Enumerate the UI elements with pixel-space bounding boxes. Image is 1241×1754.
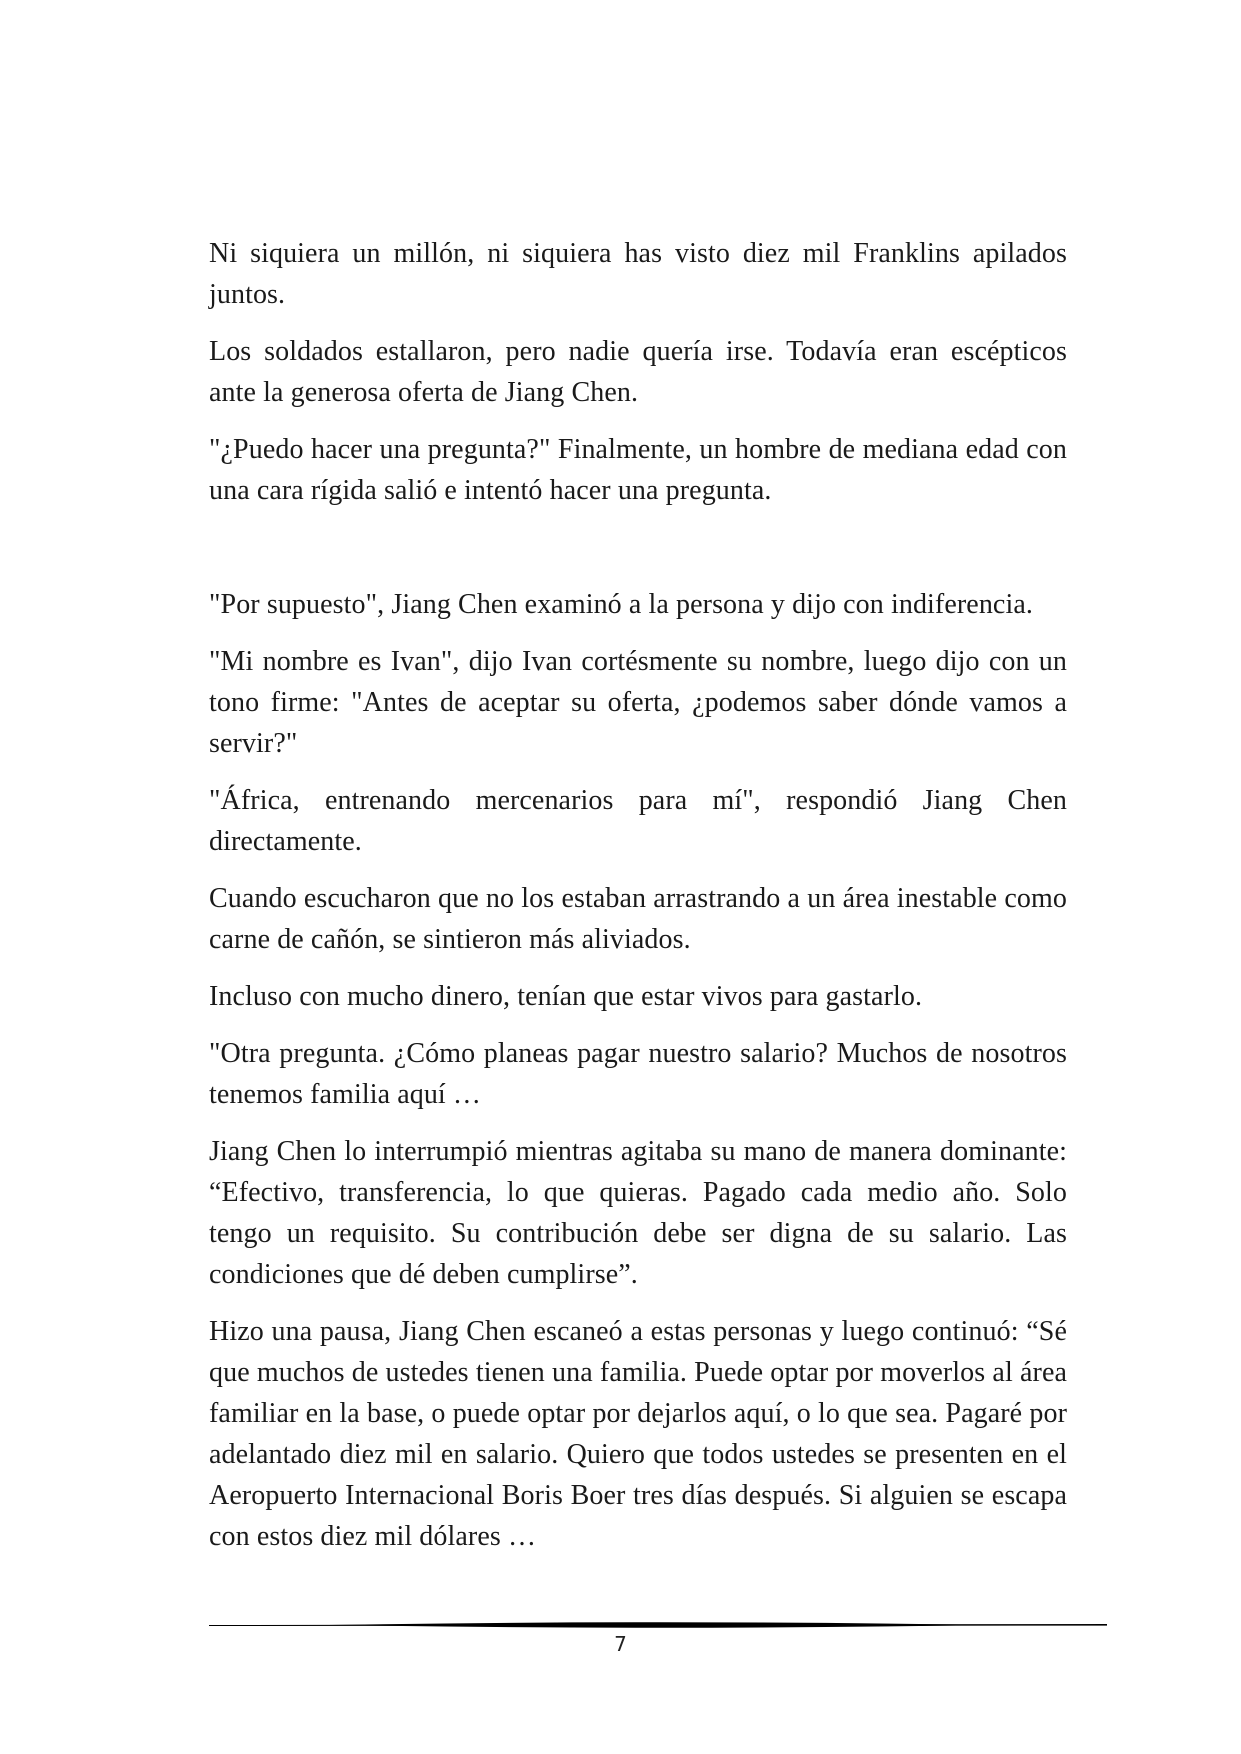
paragraph: "África, entrenando mercenarios para mí", respondió Jiang Chen directamente. <box>209 785 1067 857</box>
paragraph: "¿Puedo hacer una pregunta?" Finalmente, un hombre de mediana edad con una cara rígida salió e intentó hacer una pregunta. <box>209 434 1067 506</box>
body-text <box>209 233 1067 1573</box>
paragraph: "Por supuesto", Jiang Chen examinó a la persona y dijo con indiferencia. <box>209 589 1033 620</box>
page-number: 7 <box>614 1632 627 1656</box>
paragraph: Cuando escucharon que no los estaban arrastrando a un área inestable como carne de cañón, se sintieron más aliviados. <box>209 883 1067 955</box>
paragraph: "Mi nombre es Ivan", dijo Ivan cortésmente su nombre, luego dijo con un tono firme: "Antes de aceptar su oferta, ¿podemos saber dónde vamos a servir?" <box>209 646 1067 759</box>
paragraph: Los soldados estallaron, pero nadie quería irse. Todavía eran escépticos ante la generosa oferta de Jiang Chen. <box>209 336 1067 408</box>
paragraph: Ni siquiera un millón, ni siquiera has visto diez mil Franklins apilados juntos. <box>209 238 1067 310</box>
paragraph: Hizo una pausa, Jiang Chen escaneó a estas personas y luego continuó: “Sé que muchos de ustedes tienen una familia. Puede optar por moverlos al área familiar en la base, o puede optar por dejarlos aquí, o lo que sea. Pagaré por adelantado diez mil en salario. Quiero que todos ustedes se presenten en el Aeropuerto Internacional Boris Boer tres días después. Si alguien se escapa con estos diez mil dólares … <box>209 1316 1067 1552</box>
paragraph: Incluso con mucho dinero, tenían que estar vivos para gastarlo. <box>209 981 923 1012</box>
paragraph: "Otra pregunta. ¿Cómo planeas pagar nuestro salario? Muchos de nosotros tenemos familia aquí … <box>209 1038 1067 1110</box>
paragraph: Jiang Chen lo interrumpió mientras agitaba su mano de manera dominante: “Efectivo, transferencia, lo que quieras. Pagado cada medio año. Solo tengo un requisito. Su contribución debe ser digna de su salario. Las condiciones que dé deben cumplirse”. <box>209 1136 1067 1290</box>
footer-divider <box>209 1620 1107 1630</box>
